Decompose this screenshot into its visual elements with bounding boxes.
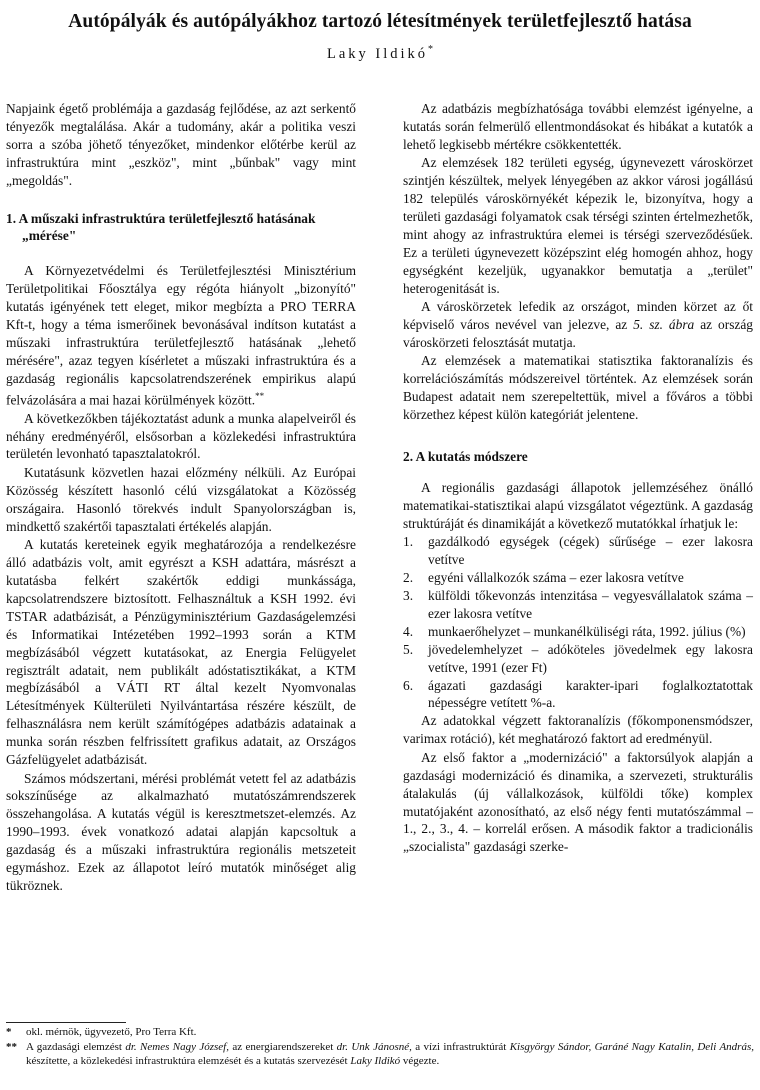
footnote-divider xyxy=(6,1022,126,1023)
footnote-text: készítette, a közlekedési infrastruktúra elemzését és a kutatás szervezését xyxy=(26,1055,351,1067)
list-text: ágazati gazdasági karakter-ipari foglalkoztatottak népességre vetített %-a. xyxy=(428,677,753,711)
paragraph: Az elemzések a matematikai statisztika faktoranalízis és korrelációszámítás módszereivel történtek. Az elemzések során Budapest adatait nem szerepeltettük, mivel a főváros a többi körzethez képest külön kategóriát jelentene. xyxy=(403,353,753,423)
paragraph xyxy=(6,262,356,409)
footnote-person: Laky Ildikó xyxy=(350,1055,401,1067)
intro-paragraph: Napjaink égető problémája a gazdaság fejlődése, az azt serkentő tényezők megtalálása. Akár a tudomány, akár a politika veszi sorra a szóba jöhető tényezőket, mindenkor előtérbe kerül az infrastruktúra mint „eszköz", mint „bűnbak" vagy mint „megoldás". xyxy=(6,101,356,188)
list-text: külföldi tőkevonzás intenzitása – vegyesvállalatok száma – ezer lakosra vetítve xyxy=(428,588,753,621)
list-item xyxy=(403,641,753,677)
section-heading-2: 2. A kutatás módszere xyxy=(403,449,528,465)
right-column xyxy=(403,100,753,857)
paragraph: Számos módszertani, mérési problémát vetett fel az adatbázis sokszínűsége az alkalmazható mutatószámrendszerek összehangolása. A kutatás végül is keresztmetszet-elemzés. Az 1990–1993. évek vonatkozó adatai alapján kapcsoltuk a gazdaság és a műszaki infrastruktúra regionális metszeteit egymáshoz. Ezek az állapotot leíró mutatók minőséget alig tükröznek. xyxy=(6,770,356,893)
list-number: 2. xyxy=(403,570,414,586)
list-number: 5. xyxy=(403,641,414,657)
paragraph: A regionális gazdasági állapotok jellemzéséhez önálló matematikai-statisztikai alapú vizsgálatot végeztünk. A gazdaság struktúráját és dinamikáját a következő mutatókkal írhatjuk le: xyxy=(403,480,753,531)
footnote-text: okl. mérnök, ügyvezető, Pro Terra Kft. xyxy=(26,1026,197,1038)
figure-reference: 5. sz. ábra xyxy=(633,317,695,333)
list-number: 4. xyxy=(403,623,414,639)
left-column xyxy=(6,100,356,896)
footnote-mark: ** xyxy=(255,390,265,401)
footnote-mark: * xyxy=(6,1026,12,1038)
paragraph-text: A városkörzetek lefedik az országot, minden körzet az őt képviselő város nevével van jelezve, az xyxy=(403,299,753,333)
paragraph: A következőkben tájékoztatást adunk a munka alapelveiről és néhány eredményéről, elsősorban a közlekedési infrastruktúra területén levonható tapasztalatokról. xyxy=(6,410,356,462)
footnote-mark: ** xyxy=(6,1040,17,1053)
list-item xyxy=(403,587,753,623)
author-name: Laky Ildikó xyxy=(326,45,429,62)
list-item xyxy=(403,569,753,587)
list-number: 6. xyxy=(403,677,414,693)
footnote xyxy=(6,1025,754,1040)
paragraph-text: A Környezetvédelmi és Területfejlesztési Minisztérium Területpolitikai Főosztálya egy régóta hiányolt „bizonyító" kutatás igényének tett eleget, mikor megbízta a PRO TERRA Kft-t, hogy a téma ismerőinek bevonásával indítson kutatást a műszaki infrastruktúra területfejlesztő hatásának „lehető mérésére", azaz tegyen kísérletet a műszaki infrastruktúra és a gazdaság regionális kapcsolatrendszerének empirikus alapú felvázolására a mai hazai körülmények között. xyxy=(6,263,356,408)
indicator-list xyxy=(403,533,753,712)
paragraph: A kutatás kereteinek egyik meghatározója a rendelkezésre álló adatbázis volt, amit egyrészt a KSH adattára, másrészt a kutatásba felkért szakértők eddigi munkássága, kapcsolatrendszere biztosított. Felhasználtuk a KSH 1992. évi TSTAR adatbázisát, a Pénzügyminisztérium Gazdaságelemzési és Informatikai Intézetében 1992–1993 során a KTM megbízásából végzett kutatásokat, az Energia Felügyelet regisztrált adatait, nem publikált adóstatisztikákat, a KTM megbízásából a VÁTI RT által kezelt Nyomvonalas Létesítmények Külterületi Nyilvántartása részére készült, de felhasználásra nem került számítógépes adatbázis adatainak a munka során részben felfrissített grafikus adatait, az Országos Gázfelügyelet adatbázisát. xyxy=(6,537,356,768)
author-footnote-mark: * xyxy=(428,44,434,55)
footnote-person: dr. Nemes Nagy József, xyxy=(125,1040,229,1053)
paragraph-text: az ország városkörzeti felosztását mutatja. xyxy=(403,317,753,350)
paragraph: Az adatokkal végzett faktoranalízis (főkomponensmódszer, varimax rotáció), két meghatározó faktort ad eredményül. xyxy=(403,713,753,747)
footnote-person: Kisgyörgy Sándor, Garáné Nagy Katalin, Deli András, xyxy=(509,1040,754,1053)
list-text: jövedelemhelyzet – adóköteles jövedelmek egy lakosra vetítve, 1991 (ezer Ft) xyxy=(428,641,753,675)
section-heading-1: 1. A műszaki infrastruktúra területfejlesztő hatásának „mérése" xyxy=(6,210,316,244)
footnote xyxy=(6,1040,754,1069)
paragraph: Az elemzések 182 területi egység, úgynevezett városkörzet szintjén készültek, melyek lényegében az akkor városi jogállású 182 település városkörnyékét képezik le, bizonyítva, hogy a területi gazdasági folyamatok csak térségi szinten értelmezhetők, mint ahogy az infrastruktúra elemei is térségi szerveződésűek. Ez a területi úgynevezett középszint elég homogén ahhoz, hogy egységként kezeljük, ugyanakkor bemutatja a „terület" heterogenitását is. xyxy=(403,155,753,296)
footnote-text: A gazdasági elemzést xyxy=(26,1040,126,1053)
list-number: 3. xyxy=(403,588,414,604)
list-number: 1. xyxy=(403,534,414,550)
list-text: munkaerőhelyzet – munkanélküliségi ráta, 1992. július (%) xyxy=(428,623,746,639)
paragraph: Az első faktor a „modernizáció" a faktorsúlyok alapján a gazdasági modernizáció és dinamika, a szervezeti, strukturális átalakulás (új vállalkozások, külföldi tőke) komplex mutatójaként azonosítható, az első négy fenti mutatószámmal – 1., 2., 3., 4. – korrelál erősen. A második faktor a tradicionális „szocialista" gazdasági szerke- xyxy=(403,749,753,855)
footnote-text: a vízi infrastruktúrát xyxy=(411,1040,510,1053)
list-item xyxy=(403,677,753,713)
paragraph: Kutatásunk közvetlen hazai előzmény nélküli. Az Európai Közösség készített hasonló célú vizsgálatokat a Közösség országaira. Hasonló törekvés indult Spanyolországban is, mindkettő szakértői tapasztalati értékelés alapján. xyxy=(6,464,356,534)
footnote-text: az energiarendszereket xyxy=(229,1040,337,1053)
list-item xyxy=(403,623,753,641)
footnote-person: dr. Unk Jánosné, xyxy=(336,1040,412,1053)
footnote-text: végezte. xyxy=(400,1055,440,1067)
list-text: gazdálkodó egységek (cégek) sűrűsége – ezer lakosra vetítve xyxy=(428,534,753,568)
article-title: Autópályák és autópályákhoz tartozó létesítmények területfejlesztő hatása xyxy=(68,11,692,32)
list-item xyxy=(403,533,753,569)
paragraph xyxy=(403,298,753,352)
paragraph: Az adatbázis megbízhatósága további elemzést igényelne, a kutatás során felmerülő ellentmondásokat és hibákat a kutatók a lehető legkisebb mértékre csökkentették. xyxy=(403,101,753,152)
author-line xyxy=(0,44,760,63)
footnotes xyxy=(6,1025,754,1069)
list-text: egyéni vállalkozók száma – ezer lakosra vetítve xyxy=(428,570,684,586)
